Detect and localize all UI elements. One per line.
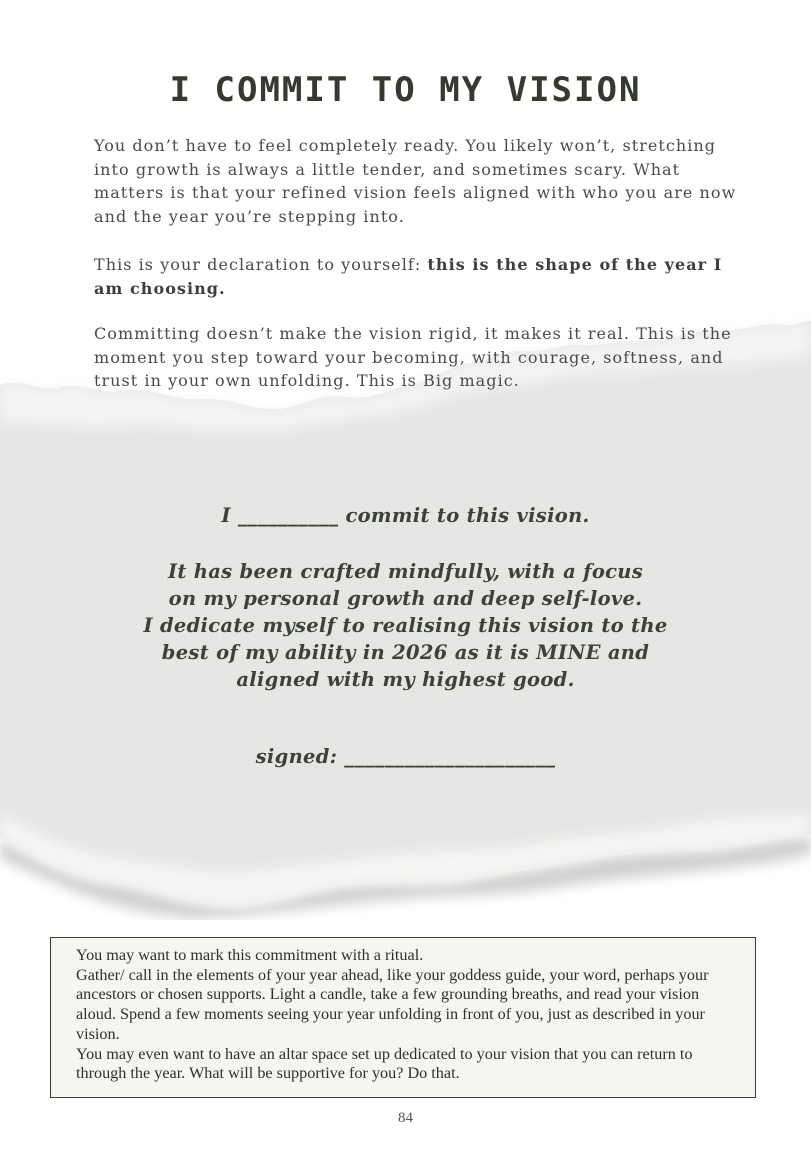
dedication-line: best of my ability in 2026 as it is MINE and — [161, 641, 650, 664]
commit-line: I __________ commit to this vision. — [221, 504, 590, 527]
dedication-line: I dedicate myself to realising this vision to the — [143, 614, 668, 637]
intro-paragraph-1: You don’t have to feel completely ready. You likely won’t, stretching into growth is always a little tender, and sometimes scary. What matters is that your refined vision feels aligned with who you are now and the year you’re stepping into. — [94, 136, 737, 226]
page-title: I COMMIT TO MY VISION — [169, 70, 642, 110]
ritual-note-box — [50, 937, 756, 1098]
intro-paragraph-3: Committing doesn’t make the vision rigid, it makes it real. This is the moment you step toward your becoming, with courage, softness, and trust in your own unfolding. This is Big magic. — [94, 324, 732, 390]
ritual-text: You may want to mark this commitment with a ritual. — [76, 946, 424, 964]
declaration-lead: This is your declaration to yourself: — [94, 255, 428, 274]
dedication-line: aligned with my highest good. — [236, 668, 575, 691]
signature-line: signed: _____________________ — [255, 745, 556, 768]
ritual-text: Gather/ call in the elements of your year ahead, like your goddess guide, your word, perhaps your ancestors or chosen supports. Light a candle, take a few grounding breaths, and read your vision aloud. Spend a few moments seeing your year unfolding in front of you, just as described in your vision. — [76, 965, 709, 1043]
dedication-line: on my personal growth and deep self-love. — [168, 587, 643, 610]
page-number: 84 — [398, 1110, 413, 1126]
dedication-block — [120, 558, 691, 693]
ritual-text: You may even want to have an altar space set up dedicated to your vision that you can return to through the year. What will be supportive for you? Do that. — [76, 1044, 693, 1083]
dedication-line: It has been crafted mindfully, with a focus — [167, 560, 644, 583]
declaration-emphasis: this is the shape of the year I am choosing. — [94, 255, 723, 298]
intro-paragraph-2 — [94, 253, 739, 300]
